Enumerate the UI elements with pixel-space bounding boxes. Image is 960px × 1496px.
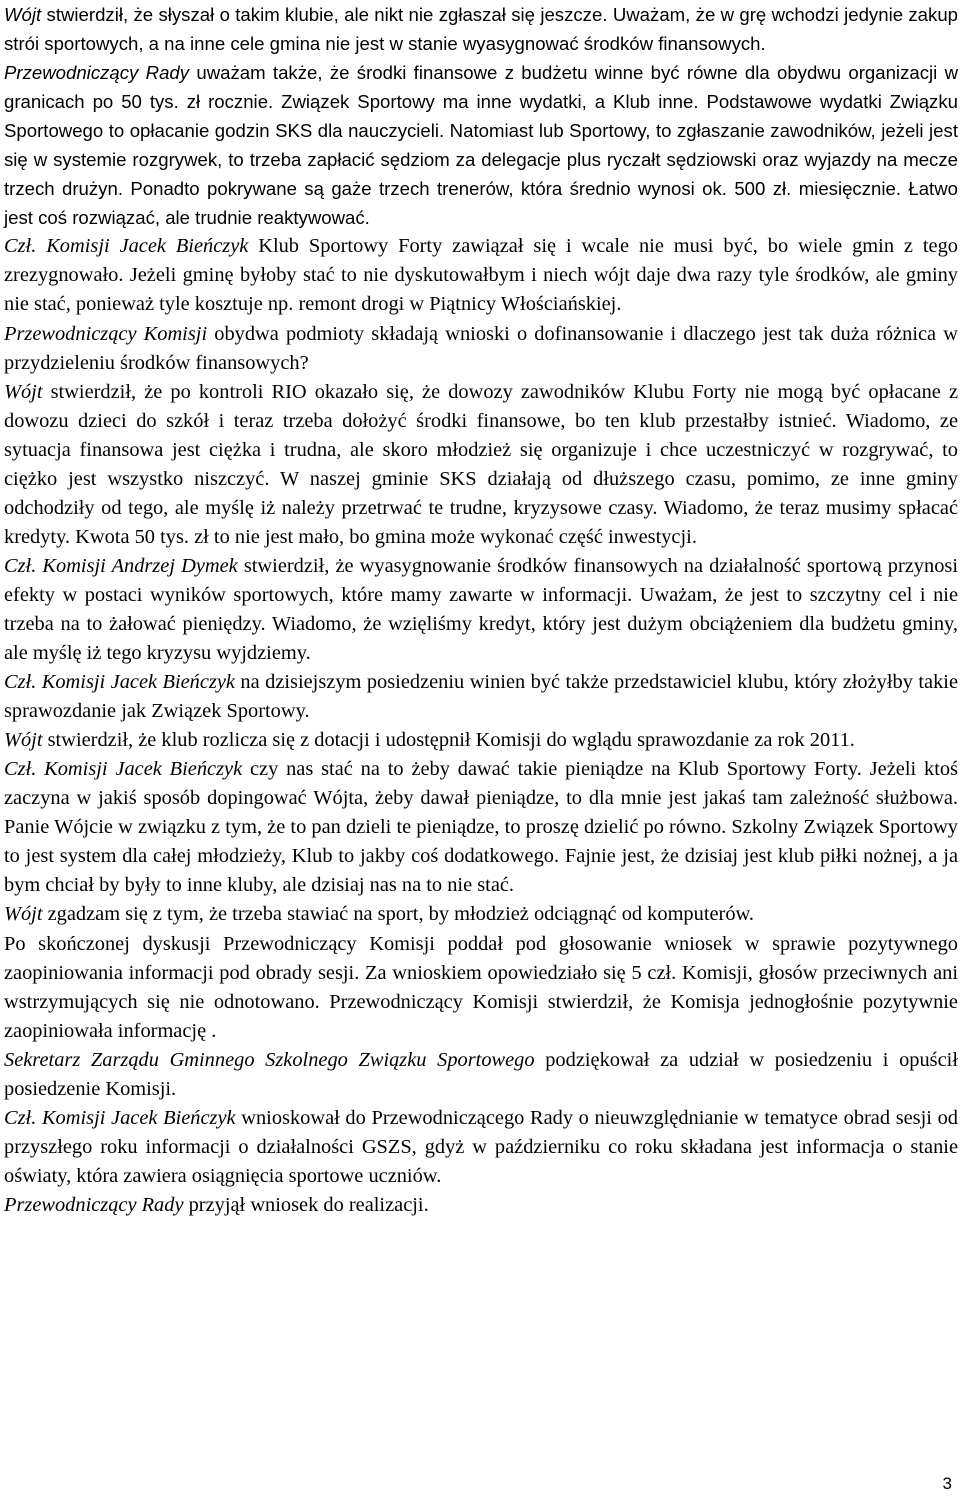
paragraph-14 (4, 1191, 958, 1220)
paragraph-4 (4, 320, 958, 378)
paragraph-8 (4, 726, 958, 755)
paragraph-text: stwierdził, że po kontroli RIO okazało się, że dowozy zawodników Klubu Forty nie mogą być opłacane z dowozu dzieci do szkół i teraz trzeba dołożyć środki finansowe, bo ten klub przestałby istnieć. Wiadomo, ze sytuacja finansowa jest ciężka i trudna, ale skoro młodzież się organizuje i chce uczestniczyć w rozgrywać, to ciężko jest wszystko niszczyć. W naszej gminie SKS działają od dłuższego czasu, pomimo, ze inne gminy odchodziły od tego, ale myślę iż należy przetrwać te trudne, kryzysowe czasy. Wiadomo, że teraz musimy spłacać kredyty. Kwota 50 tys. zł to nie jest mało, bo gmina może wykonać część inwestycji. (4, 380, 958, 548)
speaker-name: Czł. Komisji Jacek Bieńczyk (4, 758, 243, 781)
paragraph-5 (4, 378, 958, 552)
paragraph-text: Po skończonej dyskusji Przewodniczący Komisji poddał pod głosowanie wniosek w sprawie pozytywnego zaopiniowania informacji pod obrady sesji. Za wnioskiem opowiedziało się 5 czł. Komisji, głosów przeciwnych ani wstrzymujących się nie odnotowano. Przewodniczący Komisji stwierdził, że Komisja jednogłośnie pozytywnie zaopiniowała informację . (4, 932, 958, 1042)
paragraph-2 (4, 58, 958, 232)
paragraph-text: stwierdził, że klub rozlicza się z dotacji i udostępnił Komisji do wglądu sprawozdanie za rok 2011. (42, 729, 855, 752)
paragraph-text: Klub Sportowy Forty zawiązał się i wcale nie musi być, bo wiele gmin z tego zrezygnowało. Jeżeli gminę byłoby stać to nie dyskutowałbym i niech wójt daje dwa razy tyle środków, ale gminy nie stać, ponieważ tyle kosztuje np. remont drogi w Piątnicy Włościańskiej. (4, 235, 958, 316)
speaker-name: Czł. Komisji Jacek Bieńczyk (4, 671, 235, 694)
paragraph-9 (4, 755, 958, 900)
paragraph-text: wnioskował do Przewodniczącego Rady o nieuwzględnianie w tematyce obrad sesji od przyszłego roku informacji o działalności GSZS, gdyż w październiku co roku składana jest informacja o stanie oświaty, która zawiera osiągnięcia sportowe uczniów. (4, 1106, 958, 1187)
speaker-name: Wójt (4, 380, 43, 403)
speaker-name: Czł. Komisji Andrzej Dymek (4, 554, 238, 577)
paragraph-text: uważam także, że środki finansowe z budżetu winne być równe dla obydwu organizacji w granicach po 50 tys. zł rocznie. Związek Sportowy ma inne wydatki, a Klub inne. Podstawowe wydatki Związku Sportowego to opłacanie godzin SKS dla nauczycieli. Natomiast lub Sportowy, to zgłaszanie zawodników, jeżeli jest się w systemie rozgrywek, to trzeba zapłacić sędziom za delegacje plus ryczałt sędziowski oraz wyjazdy na mecze trzech drużyn. Ponadto pokrywane są gaże trzech trenerów, która średnio wynosi ok. 500 zł. miesięcznie. Łatwo jest coś rozwiązać, ale trudnie reaktywować. (4, 62, 958, 229)
paragraph-text: stwierdził, że słyszał o takim klubie, ale nikt nie zgłaszał się jeszcze. Uważam, że w grę wchodzi jedynie zakup strói sportowych, a na inne cele gmina nie jest w stanie wyasygnować środków finansowych. (4, 4, 958, 55)
speaker-name: Wójt (4, 4, 42, 25)
paragraph-text: podziękował za udział w posiedzeniu i opuścił posiedzenie Komisji. (4, 1048, 958, 1100)
paragraph-3 (4, 232, 958, 319)
paragraph-text: stwierdził, że wyasygnowanie środków finansowych na działalność sportową przynosi efekty w postaci wyników sportowych, które mamy zawarte w informacji. Uważam, że jest to szczytny cel i nie trzeba na to żałować pieniędzy. Wiadomo, że wzięliśmy kredyt, który jest dużym obciążeniem dla budżetu gminy, ale myślę iż tego kryzysu wyjdziemy. (4, 554, 958, 665)
paragraph-text: przyjął wniosek do realizacji. (183, 1193, 429, 1216)
speaker-name: Przewodniczący Komisji (4, 322, 208, 345)
paragraph-1 (4, 0, 958, 58)
paragraph-6 (4, 552, 958, 668)
speaker-name: Wójt (4, 903, 43, 926)
paragraph-text: czy nas stać na to żeby dawać takie pieniądze na Klub Sportowy Forty. Jeżeli ktoś zaczyna w jakiś sposób dopingować Wójta, żeby dawał pieniądze, to dla mnie jest jakaś tam zależność służbowa. Panie Wójcie w związku z tym, że to pan dzieli te pieniądze, to proszę dzielić po równo. Szkolny Związek Sportowy to jest system dla całej młodzieży, Klub to jakby coś dodatkowego. Fajnie jest, że dzisiaj jest klub piłki nożnej, a ja bym chciał by były to inne kluby, ale dzisiaj nas na to nie stać. (4, 758, 958, 897)
paragraph-11 (4, 930, 958, 1046)
speaker-name: Przewodniczący Rady (4, 62, 190, 84)
speaker-name: Wójt (4, 729, 43, 752)
page-number: 3 (942, 1474, 952, 1493)
speaker-name: Czł. Komisji Jacek Bieńczyk (4, 1106, 236, 1129)
document-page (4, 0, 958, 1220)
speaker-name: Przewodniczący Rady (4, 1193, 184, 1216)
paragraph-text: zgadzam się z tym, że trzeba stawiać na sport, by młodzież odciągnąć od komputerów. (42, 903, 755, 926)
paragraph-text: na dzisiejszym posiedzeniu winien być także przedstawiciel klubu, który złożyłby takie sprawozdanie jak Związek Sportowy. (4, 671, 958, 723)
paragraph-13 (4, 1104, 958, 1191)
paragraph-10 (4, 900, 958, 929)
speaker-name: Czł. Komisji Jacek Bieńczyk (4, 235, 249, 258)
paragraph-7 (4, 668, 958, 726)
speaker-name: Sekretarz Zarządu Gminnego Szkolnego Związku Sportowego (4, 1048, 535, 1071)
paragraph-12 (4, 1046, 958, 1104)
paragraph-text: obydwa podmioty składają wnioski o dofinansowanie i dlaczego jest tak duża różnica w przydzieleniu środków finansowych? (4, 322, 958, 374)
